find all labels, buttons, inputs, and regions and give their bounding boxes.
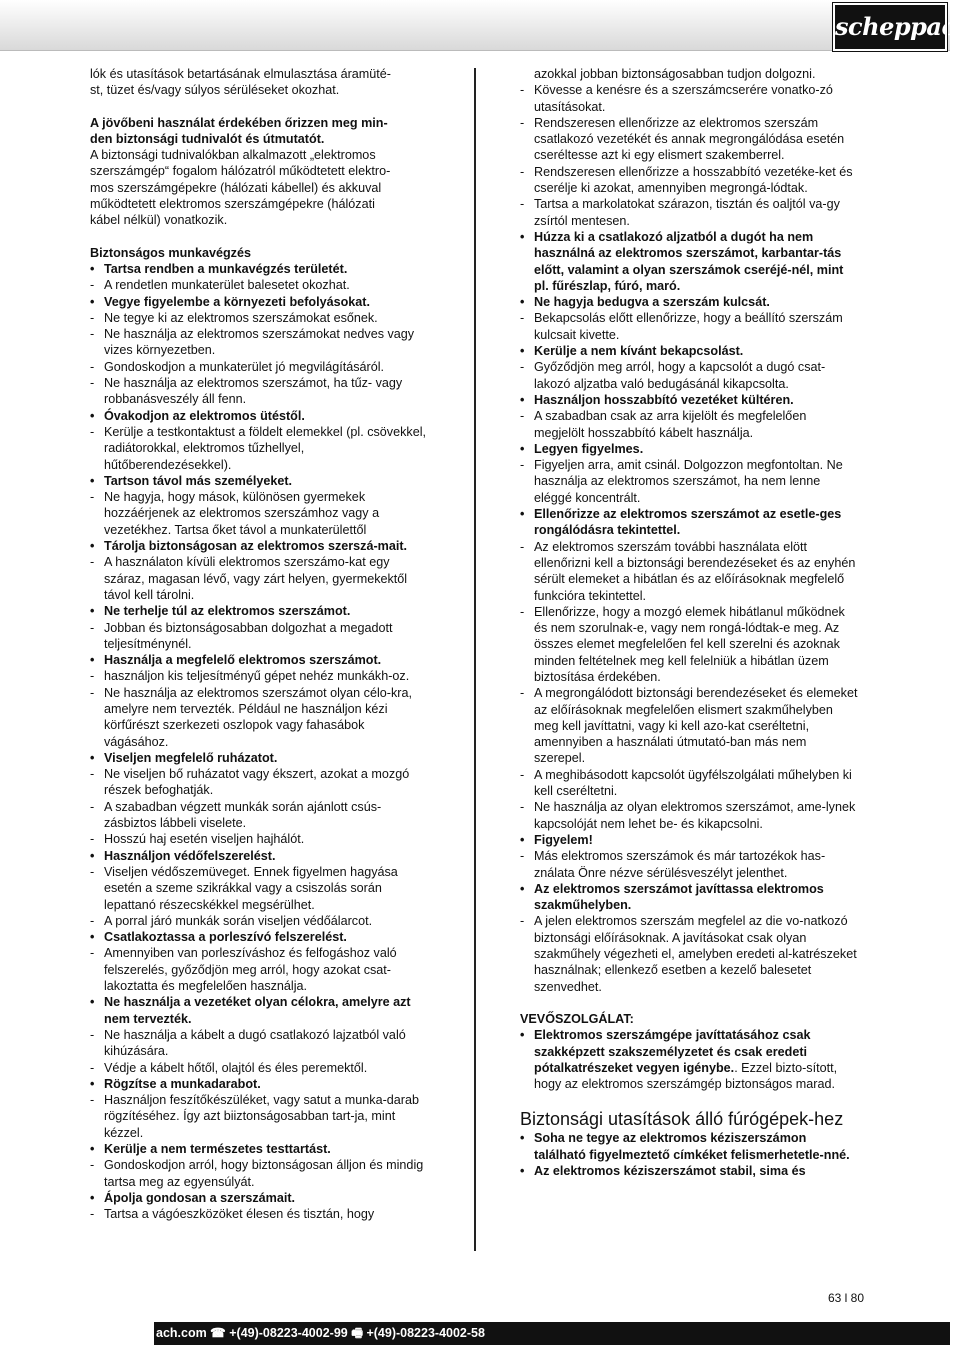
dash-marker: - <box>90 424 95 439</box>
item-text: Más elektromos szerszámok és már tartozékok has-ználata Önre nézve sérülésveszélyt jelenthet. <box>534 849 826 880</box>
bullet-mixed <box>520 1027 860 1092</box>
dash-item <box>90 1027 430 1060</box>
item-text: Ne terhelje túl az elektromos szerszámot. <box>104 604 351 619</box>
bullet-marker: • <box>90 848 95 863</box>
item-text: Használjon feszítőkészüléket, vagy satut a munka-darab rögzítéséhez. Így azt biiztonságosabban tart-ja, mint kézzel. <box>104 1093 420 1140</box>
item-text: Ne használja az elektromos szerszámot olyan célo-kra, amelyre nem tervezték. Például ne használjon kézi körfűrészt szerkezeti oszlopok vagy fahasábok vágásához. <box>104 685 412 749</box>
column-divider <box>474 68 476 1251</box>
paragraph-line: VEVŐSZOLGÁLAT: <box>520 1011 634 1026</box>
dash-marker: - <box>90 327 95 342</box>
item-text: Vegye figyelembe a környezeti befolyásokat. <box>104 294 370 309</box>
dash-item <box>90 831 430 847</box>
item-text: Rögzítse a munkadarabot. <box>104 1076 261 1091</box>
bullet-marker: • <box>520 229 525 244</box>
item-text: Használjon védőfelszerelést. <box>104 848 276 863</box>
dash-item <box>520 115 860 164</box>
dash-marker: - <box>90 767 95 782</box>
dash-item <box>90 668 430 684</box>
bullet-heading <box>90 929 430 945</box>
dash-item <box>90 766 430 799</box>
bullet-marker: • <box>520 832 525 847</box>
item-text: Az elektromos szerszám további használata elött ellenőrizni kell a biztonsági berendezéseket és az enyhén sérült elemeket a hibátlan és az előírásoknak megfelelő funkcióra tekintettel. <box>534 539 856 603</box>
item-text: Kerülje a testkontaktust a földelt elemekkel (pl. csövekkel, radiátorokkal, elektromos tűzhellyel, hűtőberendezésekkel). <box>104 424 426 472</box>
paragraph-line: mos szerszámgépekre (hálózati kábellel) és akkuval <box>90 180 382 195</box>
bullet-heading <box>520 441 860 457</box>
item-text: Tárolja biztonságosan az elektromos szerszá-mait. <box>104 539 408 554</box>
bullet-marker: • <box>90 604 95 619</box>
dash-marker: - <box>520 360 525 375</box>
bullet-marker: • <box>90 539 95 554</box>
bullet-heading <box>90 750 430 766</box>
dash-marker: - <box>520 849 525 864</box>
bullet-heading <box>520 229 860 294</box>
dash-marker: - <box>90 310 95 325</box>
footer-bar <box>0 1322 950 1345</box>
dash-marker: - <box>90 1060 95 1075</box>
dash-marker: - <box>520 604 525 619</box>
bullet-marker: • <box>90 995 95 1010</box>
bullet-heading <box>90 1141 430 1157</box>
item-text: Figyelem! <box>534 832 593 847</box>
dash-item <box>90 424 430 473</box>
bullet-heading <box>90 994 430 1027</box>
item-text: A meghibásodott kapcsolót ügyfélszolgálati műhelyben ki kell cseréltetni. <box>534 767 852 799</box>
bullet-marker: • <box>520 1028 525 1043</box>
dash-marker: - <box>520 914 525 929</box>
item-text: Kerülje a nem kívánt bekapcsolást. <box>534 344 744 359</box>
dash-item <box>520 913 860 994</box>
item-bold-text: Elektromos szerszámgépe javíttatásához csak szakképzett szakszemélyzetet és csak eredeti pótalkatrészeket vegyen igénybe. <box>534 1028 811 1075</box>
item-text: Óvakodjon az elektromos ütéstől. <box>104 408 305 423</box>
dash-marker: - <box>90 946 95 961</box>
brand-logo: scheppach <box>833 3 947 51</box>
item-text: Kerülje a nem természetes testtartást. <box>104 1142 331 1156</box>
item-text: Az elektromos szerszámot javíttassa elektromos szakműhelyben. <box>534 881 824 913</box>
bullet-marker: • <box>90 408 95 423</box>
item-text: Gondoskodjon a munkaterület jó megvilágításáról. <box>104 359 385 374</box>
left-column <box>90 66 430 1222</box>
dash-item <box>90 1060 430 1076</box>
item-text: Rendszeresen ellenőrizze az elektromos szerszám csatlakozó vezetékét és annak megrongálódása esetén cseréltesse azt ki egy elismert szakemberrel. <box>534 115 845 163</box>
item-text: Bekapcsolás előtt ellenőrizze, hogy a beállító szerszám kulcsait kivette. <box>534 311 843 342</box>
dash-marker: - <box>90 555 95 570</box>
dash-marker: - <box>520 197 525 212</box>
item-text: A megrongálódott biztonsági berendezéseket és elemeket az előírásoknak megfelelően elismert szakműhelyben meg kell javíttatni, vagy ki kell azo-kat cseréltetni, amennyiben a használati útmutató-ban más nem szerepel. <box>534 686 858 766</box>
dash-marker: - <box>90 832 95 847</box>
dash-marker: - <box>520 539 525 554</box>
bullet-marker: • <box>90 261 95 276</box>
dash-marker: - <box>90 278 95 293</box>
item-text: Rendszeresen ellenőrizze a hosszabbító vezetéke-ket és cserélje ki azokat, amennyiben megrongá-lódtak. <box>534 164 853 196</box>
item-text: Ne használja az elektromos szerszámokat nedves vagy vizes környezetben. <box>104 327 415 358</box>
right-column <box>520 66 860 1179</box>
dash-item <box>90 685 430 750</box>
dash-item <box>90 326 430 359</box>
dash-item <box>90 277 430 293</box>
dash-item <box>520 164 860 197</box>
item-text: A porral járó munkák során viseljen védőálarcot. <box>104 913 373 928</box>
item-text: Ellenőrizze az elektromos szerszámot az esetle-ges rongálódásra tekintettel. <box>534 507 842 538</box>
item-text: Ápolja gondosan a szerszámait. <box>104 1190 296 1205</box>
dash-marker: - <box>520 164 525 179</box>
bullet-heading <box>520 343 860 359</box>
dash-item <box>520 799 860 832</box>
footer-gap <box>0 1322 154 1345</box>
item-text: Ne tegye ki az elektromos szerszámokat esőnek. <box>104 310 378 325</box>
item-text: használjon kis teljesítményű gépet nehéz munkákh-oz. <box>104 669 410 684</box>
dash-item <box>90 1157 430 1190</box>
dash-item <box>90 799 430 832</box>
item-text: Használjon hosszabbító vezetéket kültéren. <box>534 392 794 407</box>
dash-item <box>90 913 430 929</box>
dash-marker: - <box>520 686 525 701</box>
dash-marker: - <box>90 1158 95 1173</box>
paragraph-line: A jövőbeni használat érdekében őrizzen meg min- <box>90 115 388 130</box>
item-text: Tartsa rendben a munkavégzés területét. <box>104 261 348 276</box>
item-text: Az elektromos kéziszerszámot stabil, sima és <box>534 1164 806 1178</box>
item-text: A használaton kívüli elektromos szerszámo-kat egy száraz, magasan lévő, vagy zárt helyen, gyermekektől távol kell tárolni. <box>104 555 408 602</box>
item-text: Húzza ki a csatlakozó aljzatból a dugót ha nem használná az elektromos szerszámot, karbantar-tás előtt, valamint a olyan szerszámok cseréjé-nél, mint pl. fűrészlap, fúró, maró. <box>534 229 844 293</box>
dash-item <box>520 408 860 441</box>
dash-item <box>520 82 860 115</box>
section-heading: Biztonsági utasítások álló fúrógépek-hez <box>520 1109 844 1130</box>
bullet-heading <box>520 392 860 408</box>
bullet-marker: • <box>520 344 525 359</box>
paragraph-line: szerszámgép“ fogalom hálózatról működtetett elektro- <box>90 164 391 179</box>
item-text: Ne hagyja bedugva a szerszám kulcsát. <box>534 295 770 310</box>
bullet-marker: • <box>90 1190 95 1205</box>
dash-marker: - <box>520 409 525 424</box>
bullet-heading <box>90 1076 430 1092</box>
bullet-heading <box>520 881 860 914</box>
header-bar <box>0 0 973 51</box>
dash-marker: - <box>90 864 95 879</box>
bullet-heading <box>90 294 430 310</box>
item-text: A jelen elektromos szerszám megfelel az die vo-natkozó biztonsági előírásoknak. A javításokat csak olyan szakműhely végezheti el, amelyben eredeti al-katrészeket használnak; ellenkező esetben a kezelő balesetet szenvedhet. <box>534 914 857 994</box>
dash-marker: - <box>90 376 95 391</box>
bullet-heading <box>90 603 430 619</box>
item-text: Tartsa a markolatokat szárazon, tisztán és oaljtól va-gy zsírtól mentesen. <box>534 197 840 228</box>
dash-item <box>520 359 860 392</box>
dash-item <box>90 554 430 603</box>
paragraph-line: azokkal jobban biztonságosabban tudjon dolgozni. <box>534 67 816 81</box>
item-text: Figyeljen arra, amit csinál. Dolgozzon megfontoltan. Ne használja az elektromos szerszámot, ha nem lenne eléggé koncentrált. <box>534 458 843 505</box>
paragraph-line: kábel nélkül) vonatkozik. <box>90 213 228 228</box>
dash-item <box>90 864 430 913</box>
bullet-marker: • <box>90 294 95 309</box>
dash-item <box>520 767 860 800</box>
bullet-marker: • <box>90 653 95 668</box>
bullet-heading <box>90 538 430 554</box>
dash-marker: - <box>90 913 95 928</box>
bullet-heading <box>90 1190 430 1206</box>
item-text: Jobban és biztonságosabban dolgozhat a megadott teljesítménynél. <box>104 620 393 651</box>
item-text: Ne hagyja, hogy mások, különösen gyermekek hozzáérjenek az elektromos szerszámhoz vagy a vezetékhez. Tartsa őket távol a munkaterülettől <box>104 490 380 537</box>
dash-marker: - <box>90 1027 95 1042</box>
dash-marker: - <box>520 115 525 130</box>
item-text: A szabadban végzett munkák során ajánlott csús-zásbiztos lábbeli viselete. <box>104 799 382 831</box>
item-text: Győződjön meg arról, hogy a kapcsolót a dugó csat-lakozó aljzatba való bedugásánál kikapcsolta. <box>534 360 826 391</box>
bullet-marker: • <box>520 1164 525 1178</box>
dash-item <box>520 539 860 604</box>
item-text: Kövesse a kenésre és a szerszámcserére vonatko-zó utasításokat. <box>534 83 833 114</box>
dash-item <box>90 1092 430 1141</box>
bullet-marker: • <box>520 392 525 407</box>
item-text: Ne használja a vezetéket olyan célokra, amelyre azt nem tervezték. <box>104 995 411 1026</box>
paragraph-line: den biztonsági tudnivalót és útmutatót. <box>90 131 325 146</box>
bullet-marker: • <box>90 930 95 945</box>
dash-marker: - <box>90 685 95 700</box>
dash-item <box>90 945 430 994</box>
item-text: Tartsa a vágóeszközöket élesen és tisztán, hogy <box>104 1207 375 1222</box>
spacer <box>90 229 430 245</box>
item-text: Védje a kábelt hőtől, olajtól és éles peremektől. <box>104 1060 368 1075</box>
dash-marker: - <box>90 620 95 635</box>
dash-marker: - <box>90 359 95 374</box>
dash-item <box>520 457 860 506</box>
dash-item <box>520 604 860 685</box>
dash-item <box>90 359 430 375</box>
item-text: . Ezzel bizto-sított, hogy az elektromos szerszámgép biztonságos marad. <box>534 1060 838 1092</box>
bullet-marker: • <box>90 473 95 488</box>
item-text: Soha ne tegye az elektromos kéziszerszámon található figyelmeztető címkéket felismerhetetle-nné. <box>534 1131 850 1162</box>
bullet-heading <box>90 652 430 668</box>
dash-item <box>90 620 430 653</box>
bullet-marker: • <box>520 441 525 456</box>
spacer <box>520 1092 860 1108</box>
bullet-heading <box>520 1130 860 1163</box>
item-text: Viseljen védőszemüveget. Ennek figyelmen hagyása esetén a szeme szikrákkal vagy a csiszolás során lepattanó részecskékkel megsérülhet. <box>104 864 398 912</box>
bullet-heading <box>520 506 860 539</box>
bullet-heading <box>90 261 430 277</box>
bullet-heading <box>90 848 430 864</box>
dash-marker: - <box>520 458 525 473</box>
item-text: Hosszú haj esetén viseljen hajhálót. <box>104 832 305 847</box>
bullet-marker: • <box>520 881 525 896</box>
dash-marker: - <box>90 799 95 814</box>
page-number: 63 l 80 <box>827 1291 864 1305</box>
bullet-heading <box>90 473 430 489</box>
dash-marker: - <box>520 83 525 98</box>
dash-marker: - <box>520 800 525 815</box>
footer-contact: ach.com ☎ +(49)-08223-4002-99 🖷 +(49)-08223-4002-58 <box>156 1326 485 1340</box>
bullet-marker: • <box>520 1131 525 1146</box>
dash-item <box>90 489 430 538</box>
bullet-marker: • <box>520 507 525 522</box>
bullet-heading <box>520 832 860 848</box>
dash-marker: - <box>90 669 95 684</box>
item-text: Csatlakoztassa a porleszívó felszerelést. <box>104 930 347 945</box>
item-text: Tartson távol más személyeket. <box>104 473 293 488</box>
dash-marker: - <box>520 311 525 326</box>
item-text: Legyen figyelmes. <box>534 441 644 456</box>
item-text: Használja a megfelelő elektromos szerszámot. <box>104 653 382 668</box>
paragraph-line: lók és utasítások betartásának elmulasztása áramüté- <box>90 67 392 81</box>
item-text: Viseljen megfelelő ruházatot. <box>104 750 278 765</box>
bullet-marker: • <box>90 750 95 765</box>
bullet-marker: • <box>90 1076 95 1091</box>
item-text: Ellenőrizze, hogy a mozgó elemek hibátlanul működnek és nem szorulnak-e, vagy nem rongá-lódtak-e meg. Az összes elemet megfelelően fel kell szerelni és azoknak minden feltételnek meg kell felelniük a hibátlan üzem biztosítása érdekében. <box>534 604 845 684</box>
dash-item <box>90 375 430 408</box>
item-text: Gondoskodjon arról, hogy biztonságosan álljon és mindig tartsa meg az egyensúlyát. <box>104 1158 424 1189</box>
bullet-heading <box>520 1163 860 1179</box>
dash-item <box>520 196 860 229</box>
bullet-marker: • <box>90 1142 95 1156</box>
bullet-marker: • <box>520 295 525 310</box>
dash-marker: - <box>90 490 95 505</box>
item-text: Ne használja az olyan elektromos szerszámot, ame-lynek kapcsolóját nem lehet be- és kikapcsolni. <box>534 800 856 831</box>
paragraph-line: működtetett elektromos szerszámgépekre (hálózati <box>90 197 375 212</box>
item-text: A szabadban csak az arra kijelölt és megfelelően megjelölt hosszabbító kábelt használja. <box>534 409 807 440</box>
bullet-heading <box>520 294 860 310</box>
item-text: Ne használja az elektromos szerszámot, ha tűz- vagy robbanásveszély áll fenn. <box>104 376 403 407</box>
dash-item <box>90 310 430 326</box>
paragraph-line: st, tüzet és/vagy súlyos sérüléseket okozhat. <box>90 83 340 98</box>
item-text: Ne viseljen bő ruházatot vagy ékszert, azokat a mozgó részek befoghatják. <box>104 767 410 798</box>
spacer <box>520 995 860 1011</box>
dash-item <box>90 1206 430 1222</box>
dash-item <box>520 310 860 343</box>
dash-marker: - <box>520 767 525 782</box>
bullet-heading <box>90 408 430 424</box>
paragraph-line: Biztonságos munkavégzés <box>90 245 251 260</box>
item-text: Amennyiben van porleszíváshoz és felfogáshoz való felszerelés, győződjön meg arról, hogy azokat csat-lakoztatta és megfelelően használja. <box>104 946 397 994</box>
dash-item <box>520 848 860 881</box>
dash-item <box>520 685 860 766</box>
spacer <box>90 99 430 115</box>
item-text: A rendetlen munkaterület balesetet okozhat. <box>104 278 350 293</box>
paragraph-line: A biztonsági tudnivalókban alkalmazott „elektromos <box>90 148 376 163</box>
item-text: Ne használja a kábelt a dugó csatlakozó lajzatból való kihúzására. <box>104 1027 406 1059</box>
dash-marker: - <box>90 1207 95 1222</box>
dash-marker: - <box>90 1093 95 1108</box>
